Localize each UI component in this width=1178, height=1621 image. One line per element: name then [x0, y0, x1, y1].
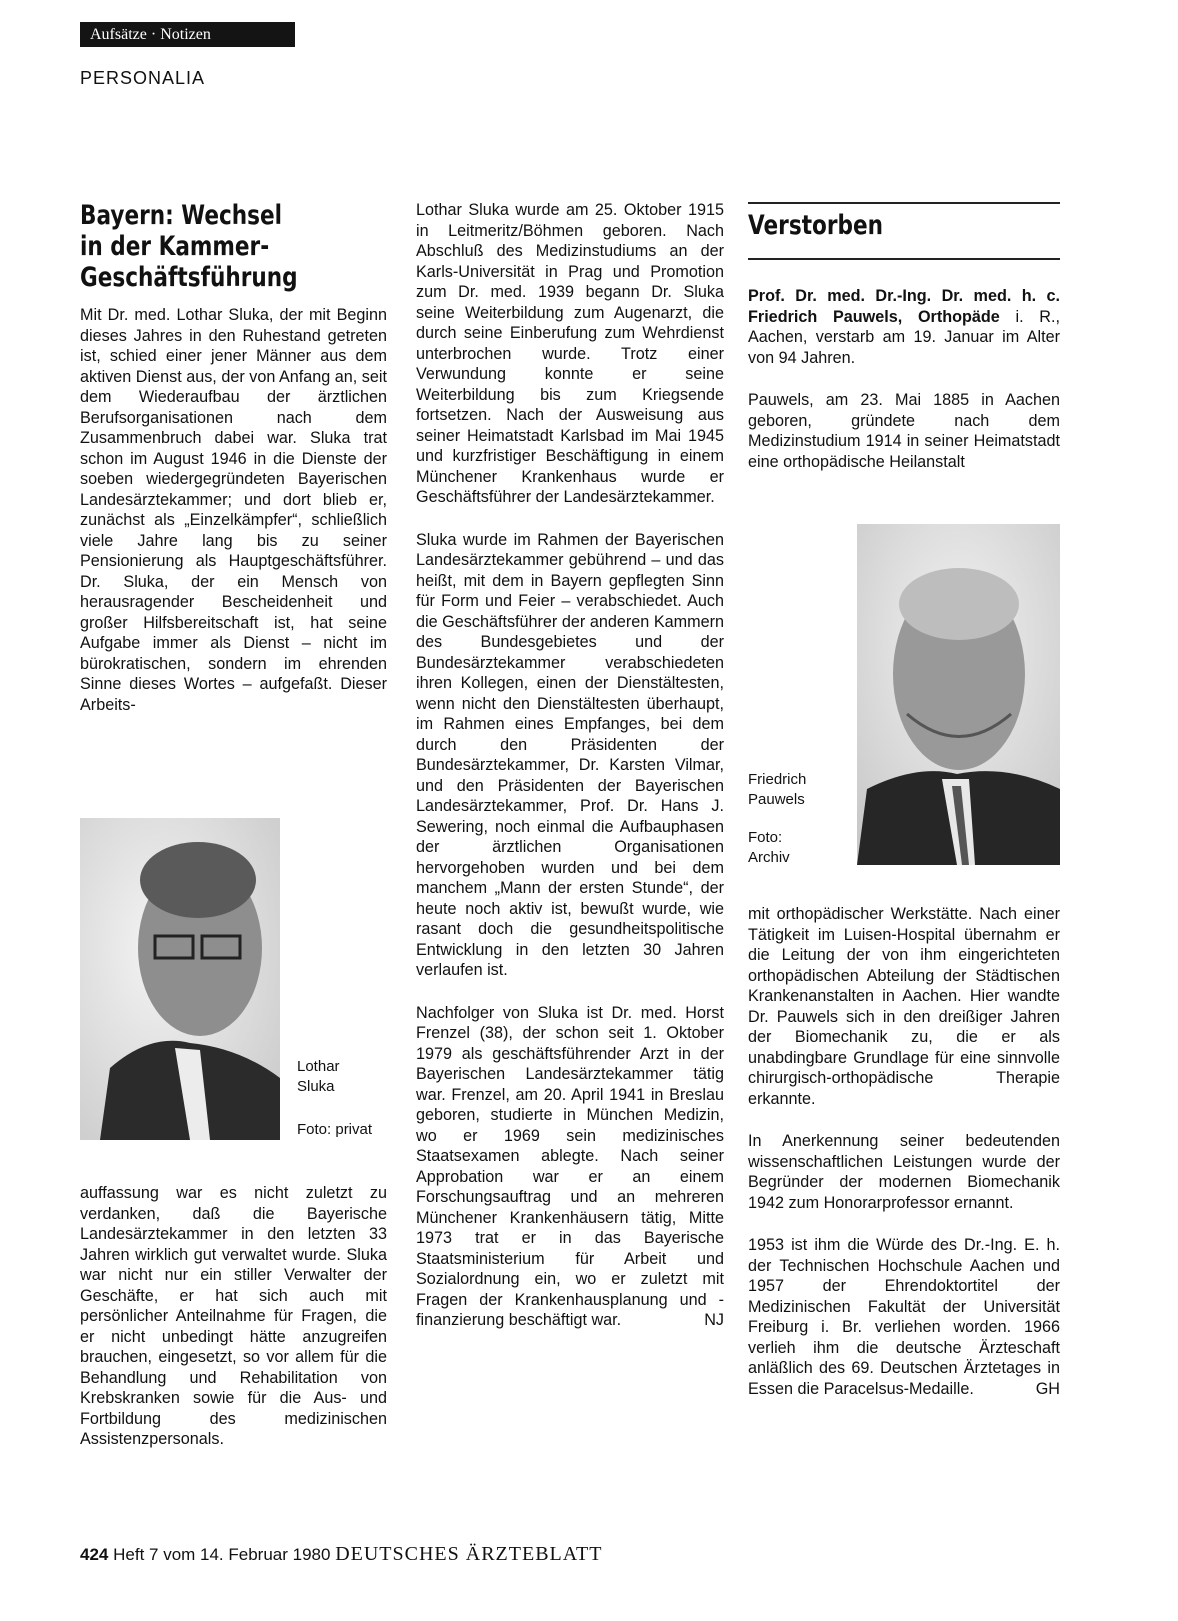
paragraph: mit orthopädischer Werkstätte. Nach einer Tätigkeit im Luisen-Hospital übernahm er die Leitung der von ihm eingerichteten orthopädischen Abteilung der Städtischen Krankenanstalten in Aachen. Hier wandte Dr. Pauwels sich in den dreißiger Jahren der Biomechanik zu, die er als unabdingbare Grundlage für eine sinnvolle chirurgisch-orthopädische Therapie erkannte.: [748, 905, 1060, 1108]
caption-line: Friedrich: [748, 771, 807, 788]
caption-line: Foto:: [748, 829, 783, 846]
article1-headline: [80, 200, 298, 293]
issue-info: Heft 7 vom 14. Februar 1980: [113, 1545, 331, 1564]
author-signature: NJ: [704, 1311, 724, 1329]
top-rule: [748, 202, 1060, 204]
lead-text: i. R., Aachen, verstarb am 19. Januar im Alter von 94 Jahren.: [748, 307, 1060, 367]
caption-line: Sluka: [297, 1078, 335, 1095]
photo-caption-pauwels: [748, 770, 806, 810]
photo-credit-pauwels: [748, 828, 790, 868]
article2-col3-bottom: [748, 904, 1060, 1399]
page-number: 424: [80, 1545, 109, 1564]
paragraph: [748, 1235, 1060, 1399]
paragraph: Sluka wurde im Rahmen der Bayerischen Landesärztekammer gebührend – und das heißt, mit dem in Bayern gepflegten Sinn für Form und Feier – verabschiedet. Auch die Geschäftsführer der anderen Kammern des Bundesgebietes und der Bundesärztekammer verabschiedeten ihren Kollegen, einen der Dienstältesten, wenn nicht den Dienstältesten überhaupt, im Rahmen eines Empfanges, bei dem durch den Präsidenten der Bundesärztekammer, Dr. Karsten Vilmar, und den Präsidenten der Bayerischen Landesärztekammer, Prof. Dr. Hans J. Sewering, noch einmal die Aufbauphasen der ärztlichen Organisationen hervorgehoben wurden und bei dem manchem „Mann der ersten Stunde“, der heute noch aktiv ist, bewußt wurde, wie rasant doch die gesundheitspolitische Entwicklung in den letzten 30 Jahren verlaufen ist.: [416, 530, 724, 979]
portrait-photo-pauwels: [857, 524, 1060, 865]
headline-line: Bayern: Wechsel: [80, 200, 283, 231]
paragraph: [416, 1003, 724, 1331]
paragraph-text: Nachfolger von Sluka ist Dr. med. Horst Frenzel (38), der schon seit 1. Oktober 1979 als geschäftsführender Arzt in der Bayerischen Landesärztekammer tätig war. Frenzel, am 20. April 1941 in Breslau geboren, studierte in München Medizin, wo er 1969 sein medizinisches Staatsexamen ablegte. Nach seiner Approbation war er an einem Forschungsauftrag und an mehreren Münchener Krankenhäusern tätig, Mitte 1973 trat er in das Bayerische Staatsministerium für Arbeit und Sozialordnung ein, wo er zuletzt mit Fragen der Krankenhausplanung und -finanzierung beschäftigt war.: [416, 1003, 724, 1329]
caption-line: Lothar: [297, 1058, 340, 1075]
journal-name: DEUTSCHES ÄRZTEBLATT: [335, 1543, 603, 1565]
rubric: PERSONALIA: [80, 68, 206, 88]
article1-col1-bottom: [80, 1183, 387, 1450]
portrait-photo-sluka: [80, 818, 280, 1140]
lead-bold: Prof. Dr. med. Dr.-Ing. Dr. med. h. c. Friedrich Pauwels, Orthopäde: [748, 287, 1060, 326]
article2-headline: Verstorben: [748, 210, 883, 241]
headline-line: in der Kammer-: [80, 231, 270, 262]
lead-paragraph: [748, 286, 1060, 368]
paragraph: auffassung war es nicht zuletzt zu verdanken, daß die Bayerische Landesärztekammer in den letzten 33 Jahren wirklich gut verwaltet wurde. Sluka war nicht nur ein stiller Verwalter der Geschäfte, er hat sich auch mit persönlicher Anteilnahme für Fragen, die er nicht unbedingt hätte anzugreifen brauchen, eingesetzt, so vor allem für die Behandlung und Rehabilitation von Krebskranken sowie für die Aus- und Fortbildung des medizinischen Assistenzpersonals.: [80, 1184, 387, 1448]
paragraph-text: 1953 ist ihm die Würde des Dr.-Ing. E. h. der Technischen Hochschule Aachen und 1957 der Ehrendoktortitel der Medizinischen Fakultät der Universität Freiburg i. Br. verliehen worden. 1966 verlieh ihm die deutsche Ärzteschaft anläßlich des 69. Deutschen Ärztetages in Essen die Paracelsus-Medaille.: [748, 1236, 1060, 1398]
paragraph: Lothar Sluka wurde am 25. Oktober 1915 in Leitmeritz/Böhmen geboren. Nach Abschluß des Medizinstudiums an der Karls-Universität in Prag und Promotion zum Dr. med. 1939 begann Dr. Sluka seine Weiterbildung zum Augenarzt, die durch seine Einberufung zum Wehrdienst unterbrochen wurde. Trotz einer Verwundung konnte er seine Weiterbildung bis zum Kriegsende fortsetzen. Nach der Ausweisung aus seiner Heimatstadt Karlsbad im Mai 1945 und kurzfristiger Beschäftigung in einem Münchener Krankenhaus wurde er Geschäftsführer der Landesärztekammer.: [416, 201, 724, 506]
article1-col2: [416, 200, 724, 1331]
caption-line: Archiv: [748, 849, 790, 866]
section-tag: Aufsätze · Notizen: [80, 22, 295, 47]
photo-credit-sluka: Foto: privat: [297, 1121, 373, 1138]
paragraph: Pauwels, am 23. Mai 1885 in Aachen geboren, gründete nach dem Medizinstudium 1914 in seiner Heimatstadt eine orthopädische Heilanstalt: [748, 391, 1060, 471]
page-footer: [80, 1543, 602, 1566]
photo-caption-sluka: [297, 1057, 340, 1097]
article1-col1-top: [80, 305, 387, 715]
author-signature: GH: [1035, 1379, 1060, 1398]
paragraph: In Anerkennung seiner bedeutenden wissenschaftlichen Leistungen wurde der Begründer der modernen Biomechanik 1942 zum Honorarprofessor ernannt.: [748, 1132, 1060, 1212]
paragraph: Mit Dr. med. Lothar Sluka, der mit Beginn dieses Jahres in den Ruhestand getreten ist, schied einer jener Männer aus dem aktiven Dienst aus, der von Anfang an, seit dem Wiederaufbau der ärztlichen Berufsorganisationen nach dem Zusammenbruch dabei war. Sluka trat schon im August 1946 in die Dienste der soeben wiedergegründeten Bayerischen Landesärztekammer; und dort blieb er, zunächst als „Einzelkämpfer“, schließlich viele Jahre lang bis zu seiner Pensionierung als Hauptgeschäftsführer. Dr. Sluka, der ein Mensch von herausragender Bescheidenheit und großer Hilfsbereitschaft ist, hat seine Aufgabe immer als Dienst – nicht im bürokratischen, sondern im ehrenden Sinne dieses Wortes – aufgefaßt. Dieser Arbeits-: [80, 306, 387, 714]
headline-rule: [748, 258, 1060, 260]
caption-line: Pauwels: [748, 791, 805, 808]
article2-col3-top: [748, 286, 1060, 472]
headline-line: Geschäftsführung: [80, 262, 298, 293]
